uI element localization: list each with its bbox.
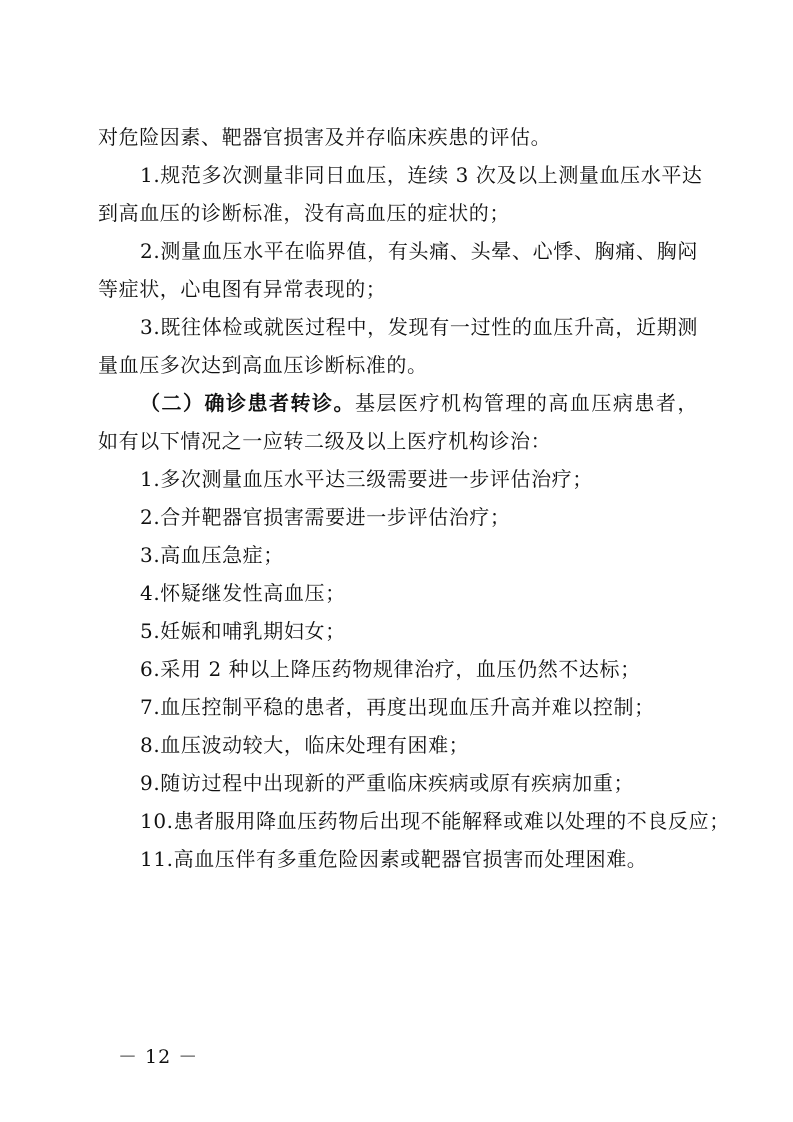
paragraph-line: 对危险因素、靶器官损害及并存临床疾患的评估。	[98, 125, 552, 149]
page-number: － 12 －	[118, 1046, 199, 1068]
list-item: 8.血压波动较大，临床处理有困难；	[140, 733, 470, 757]
paragraph-line: 量血压多次达到高血压诊断标准的。	[98, 353, 428, 377]
list-item: 5.妊娠和哺乳期妇女；	[140, 619, 346, 643]
list-item: 10.患者服用降血压药物后出现不能解释或难以处理的不良反应；	[140, 809, 730, 833]
list-item: 4.怀疑继发性高血压；	[140, 581, 346, 605]
list-item: 2.合并靶器官损害需要进一步评估治疗；	[140, 505, 511, 529]
section-heading-line	[140, 384, 698, 422]
section-heading-text: 基层医疗机构管理的高血压病患者，	[354, 391, 699, 415]
list-item: 7.血压控制平稳的患者，再度出现血压升高并难以控制；	[140, 695, 655, 719]
paragraph-line: 如有以下情况之一应转二级及以上医疗机构诊治：	[98, 429, 552, 453]
list-item: 6.采用 2 种以上降压药物规律治疗，血压仍然不达标；	[140, 657, 641, 681]
list-item: 1.多次测量血压水平达三级需要进一步评估治疗；	[140, 467, 593, 491]
paragraph-line: 等症状，心电图有异常表现的；	[98, 277, 387, 301]
list-item: 3.高血压急症；	[140, 543, 284, 567]
paragraph-line: 到高血压的诊断标准，没有高血压的症状的；	[98, 201, 510, 225]
list-item: 11.高血压伴有多重危险因素或靶器官损害而处理困难。	[140, 847, 648, 871]
paragraph-line: 1.规范多次测量非同日血压，连续 3 次及以上测量血压水平达	[140, 163, 703, 187]
list-item: 9.随访过程中出现新的严重临床疾病或原有疾病加重；	[140, 771, 635, 795]
section-heading: （二）确诊患者转诊。	[140, 391, 355, 415]
paragraph-line: 3.既往体检或就医过程中，发现有一过性的血压升高，近期测	[140, 315, 698, 339]
paragraph-line: 2.测量血压水平在临界值，有头痛、头晕、心悸、胸痛、胸闷	[140, 239, 698, 263]
